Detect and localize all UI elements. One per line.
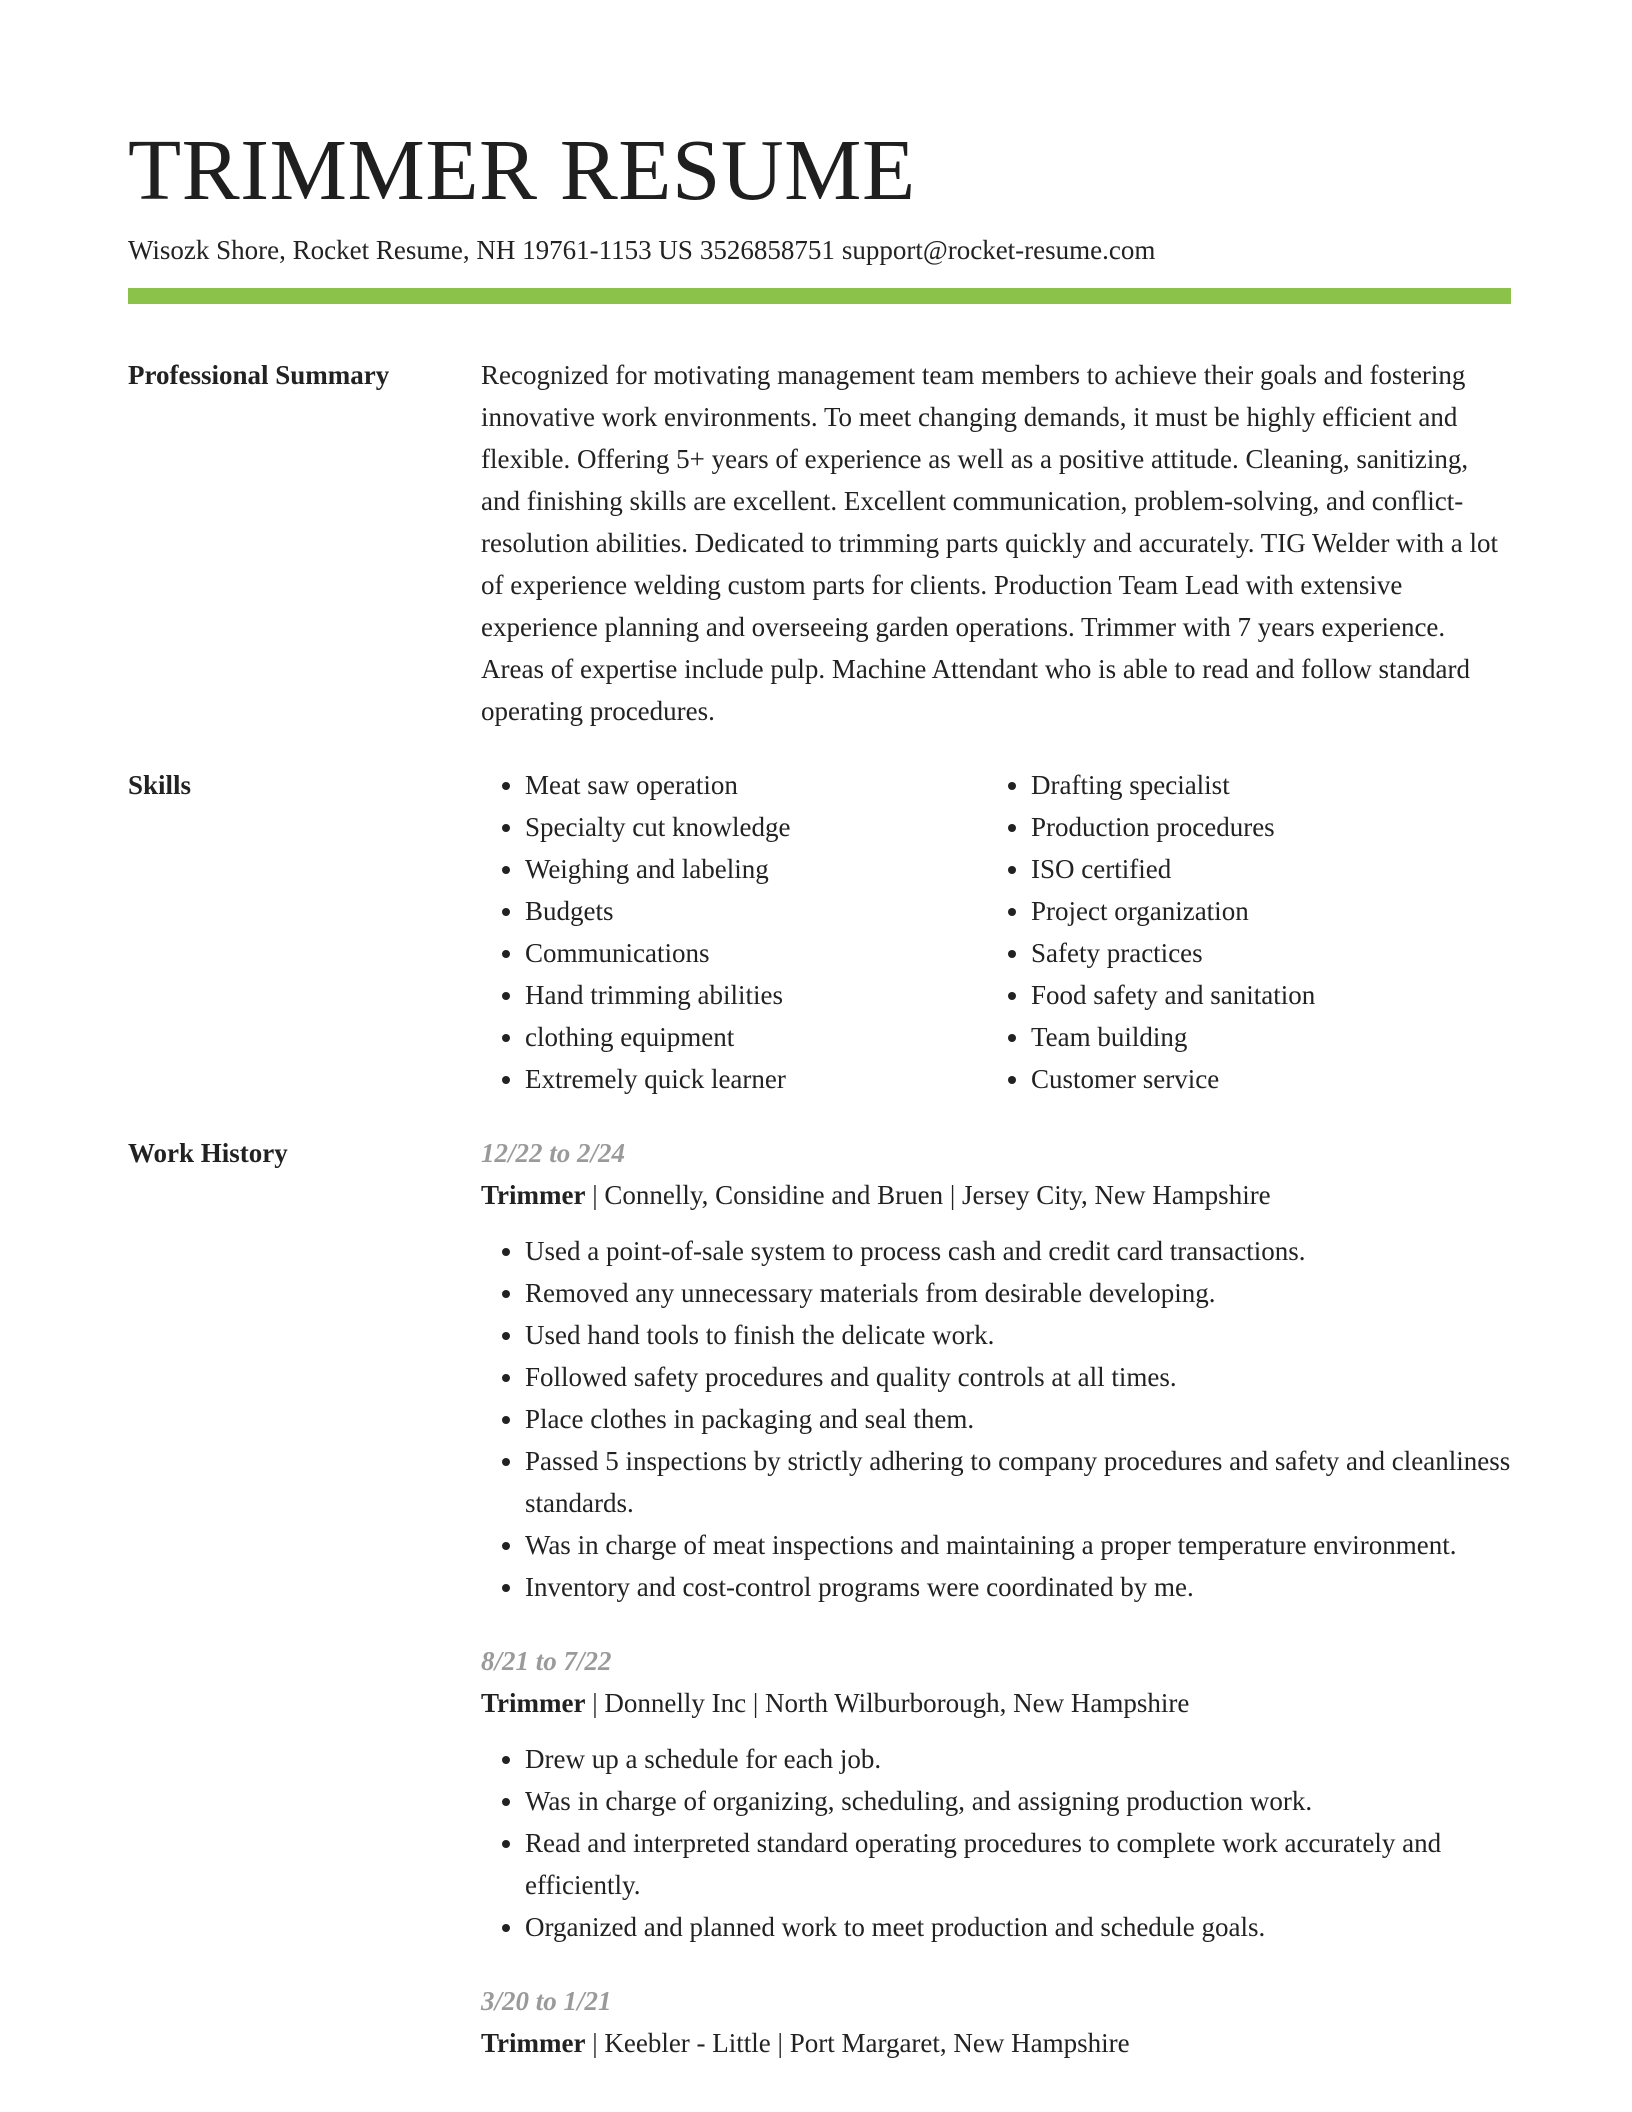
summary-heading: Professional Summary <box>128 360 390 390</box>
job-bullet: • Followed safety procedures and quality controls at all times. <box>525 1356 1511 1398</box>
job-entry <box>481 1132 1511 1608</box>
skill-item: • Customer service <box>1031 1058 1493 1100</box>
job-bullet: • Used hand tools to finish the delicate work. <box>525 1314 1511 1356</box>
job-entry <box>481 1980 1511 2064</box>
job-location: Jersey City, New Hampshire <box>961 1180 1271 1210</box>
resume-title: TRIMMER RESUME <box>128 121 916 218</box>
resume-page <box>128 120 1511 2096</box>
skill-item: • Project organization <box>1031 890 1493 932</box>
skill-item: • Team building <box>1031 1016 1493 1058</box>
job-bullet: • Inventory and cost-control programs were coordinated by me. <box>525 1566 1511 1608</box>
skill-item: • Meat saw operation <box>525 764 987 806</box>
job-location: Port Margaret, New Hampshire <box>789 2028 1130 2058</box>
skills-list-left <box>481 764 987 1100</box>
job-bullet: • Organized and planned work to meet production and schedule goals. <box>525 1906 1511 1948</box>
separator: | <box>585 1180 605 1210</box>
separator: | <box>746 1688 765 1718</box>
job-bullet: • Used a point-of-sale system to process cash and credit card transactions. <box>525 1230 1511 1272</box>
skill-item: • ISO certified <box>1031 848 1493 890</box>
job-header <box>481 2022 1511 2064</box>
jobs-list <box>481 1132 1511 2096</box>
contact-line <box>128 232 1511 268</box>
skill-item: • Specialty cut knowledge <box>525 806 987 848</box>
job-bullet: • Passed 5 inspections by strictly adhering to company procedures and safety and cleanliness standards. <box>525 1440 1511 1524</box>
skill-item: • Hand trimming abilities <box>525 974 987 1016</box>
contact-phone: 3526858751 <box>699 235 835 265</box>
job-bullet: • Read and interpreted standard operating procedures to complete work accurately and efficiently. <box>525 1822 1511 1906</box>
skill-item: • Safety practices <box>1031 932 1493 974</box>
job-entry <box>481 1640 1511 1948</box>
skill-item: • Weighing and labeling <box>525 848 987 890</box>
job-dates: 12/22 to 2/24 <box>481 1138 626 1168</box>
job-title: Trimmer <box>481 2028 586 2058</box>
job-bullet: • Place clothes in packaging and seal them. <box>525 1398 1511 1440</box>
job-bullet: • Drew up a schedule for each job. <box>525 1738 1511 1780</box>
job-company: Donnelly Inc <box>604 1688 747 1718</box>
job-company: Keebler - Little <box>604 2028 771 2058</box>
skill-item: • Communications <box>525 932 987 974</box>
job-bullets <box>481 1230 1511 1608</box>
job-bullets <box>481 1738 1511 1948</box>
separator: | <box>943 1180 962 1210</box>
summary-section <box>128 354 1511 732</box>
skills-list-right <box>987 764 1493 1100</box>
contact-email: support@rocket-resume.com <box>841 235 1156 265</box>
skill-item: • Budgets <box>525 890 987 932</box>
header-divider <box>128 288 1511 304</box>
work-history-heading: Work History <box>128 1138 288 1168</box>
skill-item: • Extremely quick learner <box>525 1058 987 1100</box>
summary-text: Recognized for motivating management team members to achieve their goals and fostering innovative work environments. To meet changing demands, it must be highly efficient and flexible. Offering 5+ years of experience as well as a positive attitude. Cleaning, sanitizing, and finishing skills are excellent. Excellent communication, problem-solving, and conflict-resolution abilities. Dedicated to trimming parts quickly and accurately. TIG Welder with a lot of experience welding custom parts for clients. Production Team Lead with extensive experience planning and overseeing garden operations. Trimmer with 7 years experience. Areas of expertise include pulp. Machine Attendant who is able to read and follow standard operating procedures. <box>481 360 1499 726</box>
job-bullet: • Was in charge of meat inspections and maintaining a proper temperature environment. <box>525 1524 1511 1566</box>
job-location: North Wilburborough, New Hampshire <box>764 1688 1190 1718</box>
job-dates: 3/20 to 1/21 <box>481 1986 612 2016</box>
job-header <box>481 1682 1511 1724</box>
work-history-section <box>128 1132 1511 2096</box>
skill-item: • Drafting specialist <box>1031 764 1493 806</box>
separator: | <box>770 2028 790 2058</box>
separator: | <box>585 2028 605 2058</box>
skill-item: • Food safety and sanitation <box>1031 974 1493 1016</box>
job-company: Connelly, Considine and Bruen <box>604 1180 944 1210</box>
job-bullet: • Removed any unnecessary materials from desirable developing. <box>525 1272 1511 1314</box>
job-title: Trimmer <box>481 1688 586 1718</box>
job-dates: 8/21 to 7/22 <box>481 1646 612 1676</box>
separator: | <box>585 1688 605 1718</box>
job-header <box>481 1174 1511 1216</box>
skill-item: • Production procedures <box>1031 806 1493 848</box>
skill-item: • clothing equipment <box>525 1016 987 1058</box>
skills-heading: Skills <box>128 770 192 800</box>
job-title: Trimmer <box>481 1180 586 1210</box>
skills-section <box>128 764 1511 1100</box>
contact-address: Wisozk Shore, Rocket Resume, NH 19761-1153 US <box>128 235 693 265</box>
job-bullet: • Was in charge of organizing, scheduling, and assigning production work. <box>525 1780 1511 1822</box>
